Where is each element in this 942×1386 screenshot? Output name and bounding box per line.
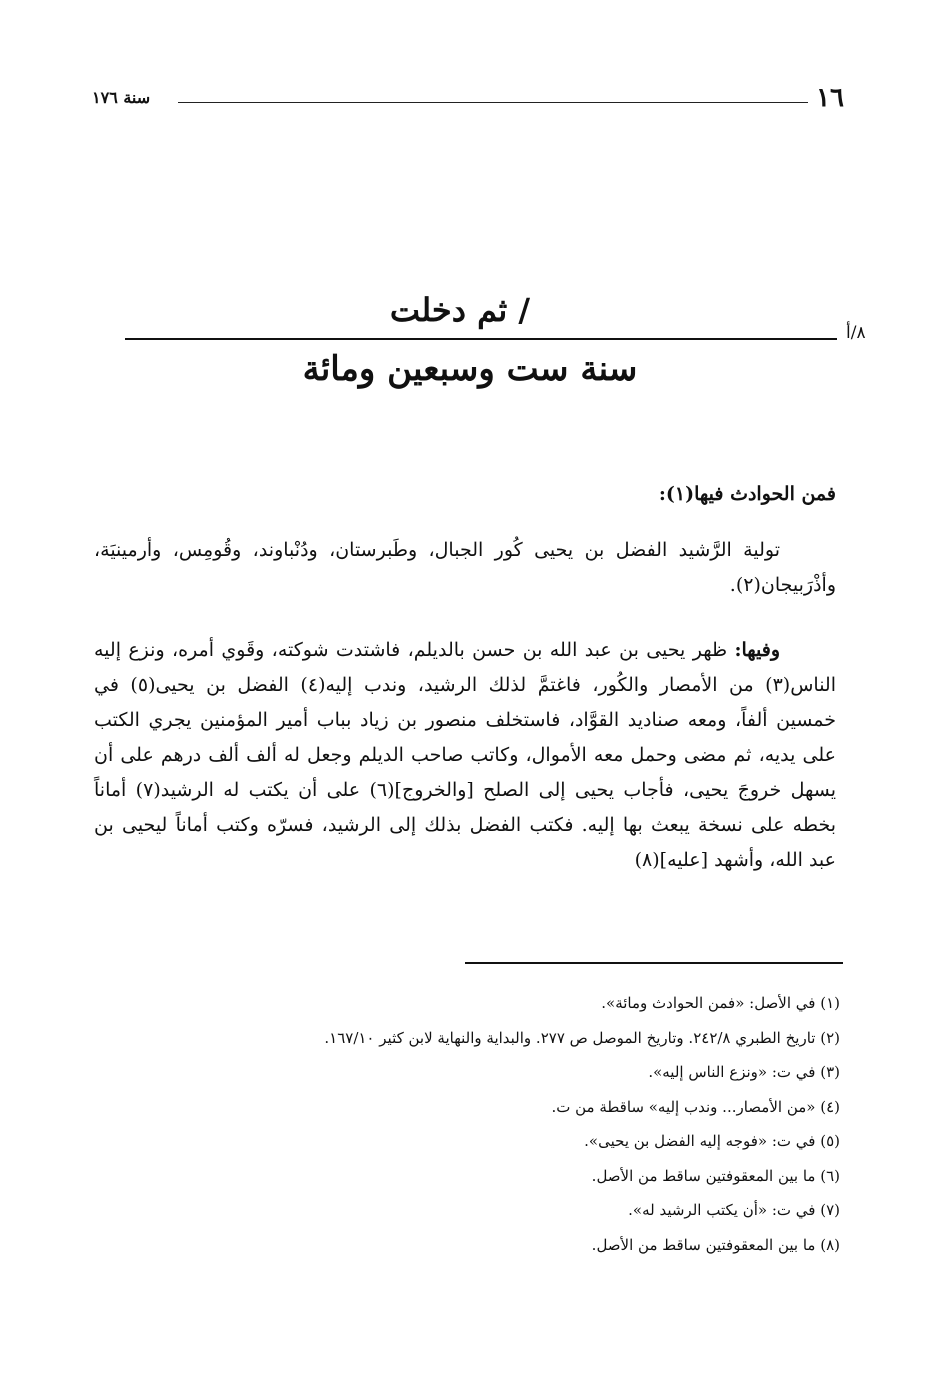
chapter-subtitle: سنة ست وسبعين ومائة: [302, 349, 638, 389]
footnote-7: (٧) في ت: «أن يكتب الرشيد له».: [628, 1201, 840, 1219]
footnote-3: (٣) في ت: «ونزع الناس إليه».: [648, 1063, 840, 1081]
paragraph-lead: وفيها:: [734, 639, 781, 661]
footnotes-list: [160, 986, 840, 1262]
body-paragraph-1: [94, 533, 836, 603]
paragraph-text: ظهر يحيى بن عبد الله بن حسن بالديلم، فاشتدت شوكته، وقَوي أمره، ونزع إليه الناس(٣) من الأمصار والكُور، فاغتمَّ لذلك الرشيد، وندب إليه(٤) الفضل بن يحيى(٥) في خمسين ألفاً، ومعه صناديد القوَّاد، فاستخلف منصور بن زياد بباب أمير المؤمنين يجري الكتب على يديه، ثم مضى وحمل معه الأموال، وكاتب صاحب الديلم وجعل له ألف ألف درهم على أن يسهل خروجَ يحيى، فأجاب يحيى إلى الصلح [والخروج](٦) على أن يكتب له الرشيد(٧) أماناً بخطه على نسخة يبعث بها إليه. فكتب الفضل بذلك إلى الرشيد، فسرّه وكتب أماناً ليحيى بن عبد الله، وأشهد [عليه](٨): [94, 639, 837, 871]
running-header: [92, 82, 844, 114]
heading-rule: [125, 338, 837, 340]
chapter-title: / ثم دخلت: [389, 291, 531, 329]
events-heading: فمن الحوادث فيها(١):: [658, 483, 836, 505]
page-number: ١٦: [816, 83, 844, 113]
footnote-rule: [465, 962, 843, 964]
header-rule: [178, 102, 808, 103]
running-year-label: سنة ١٧٦: [92, 88, 151, 107]
paragraph-text: تولية الرَّشيد الفضل بن يحيى كُور الجبال، وطَبرستان، ودُنْباوند، وقُومِس، وأرمينيَة، وأذْرَبيجان(٢).: [94, 539, 836, 596]
footnote-8: (٨) ما بين المعقوفتين ساقط من الأصل.: [591, 1235, 840, 1254]
footnote-5: (٥) في ت: «فوجه إليه الفضل بن يحيى».: [584, 1132, 840, 1150]
body-paragraph-2: [94, 633, 836, 878]
manuscript-folio-marker: ٨/أ: [846, 323, 866, 343]
footnote-4: (٤) «من الأمصار... وندب إليه» ساقطة من ت.: [551, 1097, 840, 1116]
footnote-2: (٢) تاريخ الطبري ٢٤٢/٨. وتاريخ الموصل ص ٢٧٧. والبداية والنهاية لابن كثير ١٦٧/١٠.: [324, 1028, 840, 1047]
footnote-1: (١) في الأصل: «فمن الحوادث ومائة».: [601, 994, 840, 1012]
footnote-6: (٦) ما بين المعقوفتين ساقط من الأصل.: [591, 1166, 840, 1185]
